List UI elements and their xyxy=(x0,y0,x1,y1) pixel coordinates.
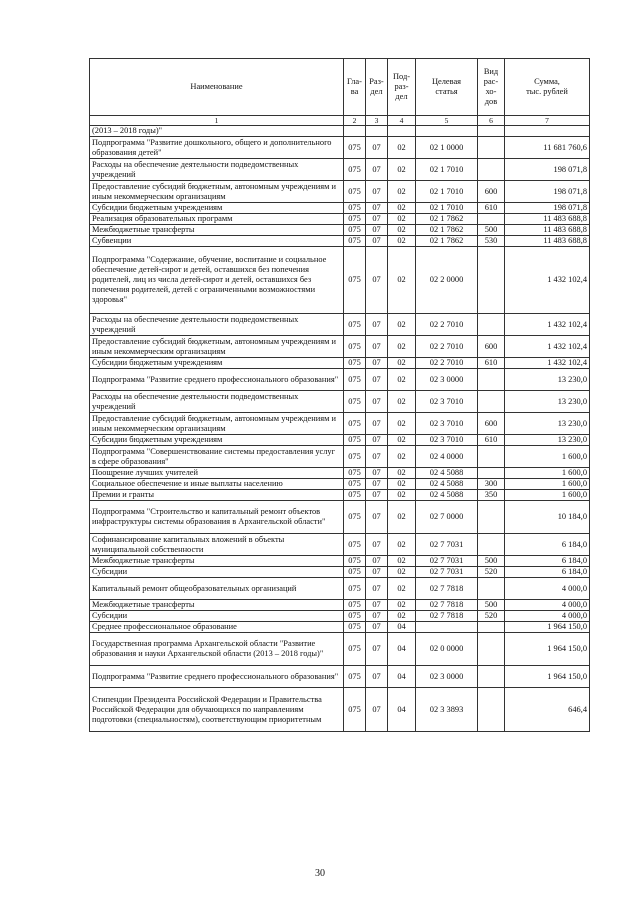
row-podrazdel-cell: 02 xyxy=(388,159,416,181)
row-glava-cell: 075 xyxy=(344,435,366,446)
row-vid-cell: 500 xyxy=(478,600,505,611)
row-podrazdel-cell: 04 xyxy=(388,666,416,688)
row-glava-cell: 075 xyxy=(344,369,366,391)
row-article-cell: 02 4 5088 xyxy=(416,468,478,479)
row-glava-cell: 075 xyxy=(344,534,366,556)
row-name-cell: Капитальный ремонт общеобразовательных организаций xyxy=(90,578,344,600)
row-article-cell: 02 4 5088 xyxy=(416,479,478,490)
row-name-cell: (2013 – 2018 годы)" xyxy=(90,126,344,137)
table-row xyxy=(90,247,590,314)
row-sum-cell: 198 071,8 xyxy=(505,181,590,203)
row-podrazdel-cell: 02 xyxy=(388,600,416,611)
row-vid-cell: 600 xyxy=(478,336,505,358)
row-vid-cell xyxy=(478,126,505,137)
row-podrazdel-cell: 02 xyxy=(388,314,416,336)
row-razdel-cell: 07 xyxy=(366,567,388,578)
row-article-cell: 02 0 0000 xyxy=(416,633,478,666)
table-row xyxy=(90,501,590,534)
row-glava-cell xyxy=(344,126,366,137)
row-podrazdel-cell: 02 xyxy=(388,225,416,236)
row-name-cell: Государственная программа Архангельской области "Развитие образования и науки Архангельской области (2013 – 2018 годы)" xyxy=(90,633,344,666)
row-glava-cell: 075 xyxy=(344,490,366,501)
row-vid-cell xyxy=(478,446,505,468)
row-article-cell: 02 3 0000 xyxy=(416,666,478,688)
row-article-cell: 02 3 7010 xyxy=(416,391,478,413)
row-sum-cell: 198 071,8 xyxy=(505,159,590,181)
row-article-cell: 02 2 0000 xyxy=(416,247,478,314)
row-article-cell: 02 1 7862 xyxy=(416,225,478,236)
row-podrazdel-cell: 02 xyxy=(388,369,416,391)
table-row xyxy=(90,468,590,479)
row-name-cell: Субсидии xyxy=(90,611,344,622)
row-glava-cell: 075 xyxy=(344,236,366,247)
column-number: 5 xyxy=(416,116,478,126)
row-article-cell: 02 1 7010 xyxy=(416,181,478,203)
row-razdel-cell: 07 xyxy=(366,159,388,181)
row-podrazdel-cell: 02 xyxy=(388,435,416,446)
row-glava-cell: 075 xyxy=(344,358,366,369)
row-name-cell: Стипендии Президента Российской Федерации и Правительства Российской Федерации для обучающихся по направлениям подготовки (специальностям), соответствующим приоритетным xyxy=(90,688,344,732)
table-row xyxy=(90,446,590,468)
row-article-cell: 02 3 3893 xyxy=(416,688,478,732)
row-podrazdel-cell: 02 xyxy=(388,336,416,358)
row-name-cell: Межбюджетные трансферты xyxy=(90,556,344,567)
row-name-cell: Субвенции xyxy=(90,236,344,247)
row-podrazdel-cell: 02 xyxy=(388,446,416,468)
table-row xyxy=(90,236,590,247)
row-vid-cell: 530 xyxy=(478,236,505,247)
row-razdel-cell: 07 xyxy=(366,358,388,369)
table-row xyxy=(90,622,590,633)
row-article-cell: 02 4 5088 xyxy=(416,490,478,501)
row-article-cell: 02 7 7818 xyxy=(416,600,478,611)
row-sum-cell: 4 000,0 xyxy=(505,611,590,622)
row-razdel-cell: 07 xyxy=(366,633,388,666)
row-name-cell: Социальное обеспечение и иные выплаты населению xyxy=(90,479,344,490)
row-podrazdel-cell: 02 xyxy=(388,236,416,247)
row-sum-cell: 1 964 150,0 xyxy=(505,633,590,666)
row-glava-cell: 075 xyxy=(344,479,366,490)
row-podrazdel-cell: 02 xyxy=(388,391,416,413)
row-sum-cell: 11 681 760,6 xyxy=(505,137,590,159)
row-name-cell: Подпрограмма "Развитие дошкольного, общего и дополнительного образования детей" xyxy=(90,137,344,159)
table-row xyxy=(90,600,590,611)
row-sum-cell: 11 483 688,8 xyxy=(505,225,590,236)
row-article-cell: 02 1 7010 xyxy=(416,203,478,214)
row-name-cell: Предоставление субсидий бюджетным, автономным учреждениям и иным некоммерческим организациям xyxy=(90,336,344,358)
row-sum-cell: 13 230,0 xyxy=(505,391,590,413)
row-razdel-cell: 07 xyxy=(366,181,388,203)
row-name-cell: Расходы на обеспечение деятельности подведомственных учреждений xyxy=(90,391,344,413)
row-article-cell xyxy=(416,126,478,137)
row-glava-cell: 075 xyxy=(344,181,366,203)
table-row xyxy=(90,666,590,688)
row-article-cell: 02 1 7010 xyxy=(416,159,478,181)
row-razdel-cell: 07 xyxy=(366,600,388,611)
row-name-cell: Подпрограмма "Совершенствование системы предоставления услуг в сфере образования" xyxy=(90,446,344,468)
row-article-cell: 02 1 7862 xyxy=(416,214,478,225)
row-razdel-cell: 07 xyxy=(366,391,388,413)
row-sum-cell: 13 230,0 xyxy=(505,413,590,435)
row-name-cell: Подпрограмма "Развитие среднего профессионального образования" xyxy=(90,666,344,688)
table-body xyxy=(90,126,590,732)
row-article-cell: 02 2 7010 xyxy=(416,336,478,358)
table-row xyxy=(90,203,590,214)
row-name-cell: Субсидии бюджетным учреждениям xyxy=(90,358,344,369)
row-name-cell: Софинансирование капитальных вложений в объекты муниципальной собственности xyxy=(90,534,344,556)
row-glava-cell: 075 xyxy=(344,391,366,413)
table-row xyxy=(90,358,590,369)
row-sum-cell: 1 600,0 xyxy=(505,490,590,501)
row-vid-cell xyxy=(478,501,505,534)
row-article-cell: 02 2 7010 xyxy=(416,314,478,336)
column-number: 1 xyxy=(90,116,344,126)
header-article: Целевая статья xyxy=(416,59,478,116)
row-razdel-cell: 07 xyxy=(366,490,388,501)
row-sum-cell: 1 600,0 xyxy=(505,468,590,479)
table-row xyxy=(90,214,590,225)
table-row xyxy=(90,391,590,413)
table-row xyxy=(90,556,590,567)
row-podrazdel-cell: 02 xyxy=(388,181,416,203)
row-sum-cell: 6 184,0 xyxy=(505,534,590,556)
row-article-cell: 02 7 0000 xyxy=(416,501,478,534)
row-sum-cell: 646,4 xyxy=(505,688,590,732)
row-name-cell: Субсидии xyxy=(90,567,344,578)
row-glava-cell: 075 xyxy=(344,611,366,622)
row-podrazdel-cell: 02 xyxy=(388,534,416,556)
row-vid-cell xyxy=(478,688,505,732)
row-vid-cell xyxy=(478,633,505,666)
row-name-cell: Субсидии бюджетным учреждениям xyxy=(90,203,344,214)
row-vid-cell xyxy=(478,666,505,688)
row-vid-cell xyxy=(478,622,505,633)
row-sum-cell: 10 184,0 xyxy=(505,501,590,534)
row-vid-cell: 610 xyxy=(478,358,505,369)
row-glava-cell: 075 xyxy=(344,247,366,314)
column-number: 2 xyxy=(344,116,366,126)
row-glava-cell: 075 xyxy=(344,633,366,666)
row-glava-cell: 075 xyxy=(344,622,366,633)
row-glava-cell: 075 xyxy=(344,336,366,358)
row-article-cell: 02 3 7010 xyxy=(416,435,478,446)
table-row xyxy=(90,159,590,181)
row-podrazdel-cell: 02 xyxy=(388,413,416,435)
row-vid-cell: 600 xyxy=(478,413,505,435)
row-article-cell: 02 3 0000 xyxy=(416,369,478,391)
row-glava-cell: 075 xyxy=(344,666,366,688)
row-razdel-cell: 07 xyxy=(366,137,388,159)
row-sum-cell: 1 432 102,4 xyxy=(505,336,590,358)
column-number: 6 xyxy=(478,116,505,126)
row-article-cell: 02 7 7031 xyxy=(416,534,478,556)
table-row xyxy=(90,435,590,446)
header-podrazdel: Под- раз- дел xyxy=(388,59,416,116)
row-article-cell: 02 7 7818 xyxy=(416,611,478,622)
table-row xyxy=(90,611,590,622)
row-razdel-cell: 07 xyxy=(366,534,388,556)
row-vid-cell xyxy=(478,159,505,181)
row-name-cell: Предоставление субсидий бюджетным, автономным учреждениям и иным некоммерческим организациям xyxy=(90,181,344,203)
row-razdel-cell: 07 xyxy=(366,236,388,247)
row-razdel-cell: 07 xyxy=(366,214,388,225)
table-row xyxy=(90,336,590,358)
row-glava-cell: 075 xyxy=(344,501,366,534)
row-vid-cell: 520 xyxy=(478,567,505,578)
row-razdel-cell: 07 xyxy=(366,247,388,314)
row-vid-cell xyxy=(478,214,505,225)
row-glava-cell: 075 xyxy=(344,446,366,468)
table-row xyxy=(90,479,590,490)
row-name-cell: Расходы на обеспечение деятельности подведомственных учреждений xyxy=(90,314,344,336)
row-podrazdel-cell: 02 xyxy=(388,203,416,214)
table-row xyxy=(90,225,590,236)
row-sum-cell: 1 600,0 xyxy=(505,446,590,468)
table-row xyxy=(90,534,590,556)
row-sum-cell: 13 230,0 xyxy=(505,435,590,446)
header-vid: Вид рас- хо- дов xyxy=(478,59,505,116)
row-article-cell: 02 4 0000 xyxy=(416,446,478,468)
row-sum-cell: 11 483 688,8 xyxy=(505,214,590,225)
row-name-cell: Премии и гранты xyxy=(90,490,344,501)
row-sum-cell: 4 000,0 xyxy=(505,578,590,600)
row-vid-cell xyxy=(478,534,505,556)
row-glava-cell: 075 xyxy=(344,578,366,600)
row-podrazdel-cell: 04 xyxy=(388,688,416,732)
row-vid-cell xyxy=(478,314,505,336)
row-podrazdel-cell: 02 xyxy=(388,490,416,501)
row-sum-cell: 4 000,0 xyxy=(505,600,590,611)
row-vid-cell xyxy=(478,137,505,159)
header-razdel: Раз- дел xyxy=(366,59,388,116)
row-sum-cell: 1 432 102,4 xyxy=(505,314,590,336)
row-glava-cell: 075 xyxy=(344,468,366,479)
row-name-cell: Реализация образовательных программ xyxy=(90,214,344,225)
row-name-cell: Подпрограмма "Строительство и капитальный ремонт объектов инфраструктуры системы образования в Архангельской области" xyxy=(90,501,344,534)
table-row xyxy=(90,137,590,159)
row-name-cell: Субсидии бюджетным учреждениям xyxy=(90,435,344,446)
row-vid-cell: 500 xyxy=(478,225,505,236)
row-vid-cell: 610 xyxy=(478,435,505,446)
row-glava-cell: 075 xyxy=(344,556,366,567)
row-vid-cell: 520 xyxy=(478,611,505,622)
row-razdel-cell xyxy=(366,126,388,137)
row-vid-cell xyxy=(478,578,505,600)
row-glava-cell: 075 xyxy=(344,214,366,225)
row-razdel-cell: 07 xyxy=(366,688,388,732)
row-podrazdel-cell: 02 xyxy=(388,214,416,225)
row-glava-cell: 075 xyxy=(344,567,366,578)
table-row xyxy=(90,688,590,732)
header-sum: Сумма, тыс. рублей xyxy=(505,59,590,116)
row-razdel-cell: 07 xyxy=(366,369,388,391)
row-sum-cell: 1 964 150,0 xyxy=(505,666,590,688)
row-glava-cell: 075 xyxy=(344,225,366,236)
row-razdel-cell: 07 xyxy=(366,314,388,336)
row-glava-cell: 075 xyxy=(344,600,366,611)
row-name-cell: Среднее профессиональное образование xyxy=(90,622,344,633)
row-vid-cell xyxy=(478,247,505,314)
row-razdel-cell: 07 xyxy=(366,556,388,567)
row-podrazdel-cell: 02 xyxy=(388,137,416,159)
row-razdel-cell: 07 xyxy=(366,611,388,622)
row-sum-cell: 1 600,0 xyxy=(505,479,590,490)
row-glava-cell: 075 xyxy=(344,137,366,159)
budget-table xyxy=(89,58,590,732)
header-glava: Гла- ва xyxy=(344,59,366,116)
row-sum-cell: 1 432 102,4 xyxy=(505,358,590,369)
row-glava-cell: 075 xyxy=(344,314,366,336)
row-podrazdel-cell: 02 xyxy=(388,578,416,600)
row-article-cell: 02 7 7818 xyxy=(416,578,478,600)
table-header-row xyxy=(90,59,590,116)
row-article-cell: 02 1 0000 xyxy=(416,137,478,159)
row-vid-cell xyxy=(478,468,505,479)
row-podrazdel-cell: 02 xyxy=(388,611,416,622)
header-name: Наименование xyxy=(90,59,344,116)
column-number: 4 xyxy=(388,116,416,126)
column-number: 7 xyxy=(505,116,590,126)
row-sum-cell: 1 432 102,4 xyxy=(505,247,590,314)
row-vid-cell: 610 xyxy=(478,203,505,214)
row-podrazdel-cell: 04 xyxy=(388,633,416,666)
row-name-cell: Межбюджетные трансферты xyxy=(90,600,344,611)
page-number: 30 xyxy=(315,868,325,879)
row-article-cell xyxy=(416,622,478,633)
row-razdel-cell: 07 xyxy=(366,336,388,358)
column-number: 3 xyxy=(366,116,388,126)
row-vid-cell: 600 xyxy=(478,181,505,203)
row-name-cell: Подпрограмма "Содержание, обучение, воспитание и социальное обеспечение детей-сирот и детей, оставшихся без попечения родителей, лиц из числа детей-сирот и детей, оставшихся без попечения родителей, детей с ограниченными возможностями здоровья" xyxy=(90,247,344,314)
table-row xyxy=(90,181,590,203)
row-article-cell: 02 3 7010 xyxy=(416,413,478,435)
table-row xyxy=(90,490,590,501)
row-razdel-cell: 07 xyxy=(366,435,388,446)
row-podrazdel-cell: 02 xyxy=(388,556,416,567)
row-article-cell: 02 1 7862 xyxy=(416,236,478,247)
row-razdel-cell: 07 xyxy=(366,203,388,214)
column-number-row xyxy=(90,116,590,126)
row-podrazdel-cell: 02 xyxy=(388,479,416,490)
table-row xyxy=(90,314,590,336)
row-article-cell: 02 2 7010 xyxy=(416,358,478,369)
row-sum-cell xyxy=(505,126,590,137)
row-vid-cell: 500 xyxy=(478,556,505,567)
row-podrazdel-cell: 02 xyxy=(388,358,416,369)
row-sum-cell: 1 964 150,0 xyxy=(505,622,590,633)
row-name-cell: Предоставление субсидий бюджетным, автономным учреждениям и иным некоммерческим организациям xyxy=(90,413,344,435)
table-row xyxy=(90,567,590,578)
row-podrazdel-cell: 02 xyxy=(388,247,416,314)
row-razdel-cell: 07 xyxy=(366,413,388,435)
row-sum-cell: 6 184,0 xyxy=(505,556,590,567)
row-podrazdel-cell: 02 xyxy=(388,501,416,534)
row-glava-cell: 075 xyxy=(344,413,366,435)
table-row xyxy=(90,578,590,600)
row-razdel-cell: 07 xyxy=(366,468,388,479)
table-row xyxy=(90,126,590,137)
row-sum-cell: 13 230,0 xyxy=(505,369,590,391)
row-razdel-cell: 07 xyxy=(366,622,388,633)
row-glava-cell: 075 xyxy=(344,159,366,181)
row-name-cell: Расходы на обеспечение деятельности подведомственных учреждений xyxy=(90,159,344,181)
row-razdel-cell: 07 xyxy=(366,479,388,490)
row-razdel-cell: 07 xyxy=(366,225,388,236)
row-razdel-cell: 07 xyxy=(366,666,388,688)
row-razdel-cell: 07 xyxy=(366,501,388,534)
row-podrazdel-cell: 02 xyxy=(388,468,416,479)
row-podrazdel-cell xyxy=(388,126,416,137)
row-article-cell: 02 7 7031 xyxy=(416,567,478,578)
row-podrazdel-cell: 02 xyxy=(388,567,416,578)
row-sum-cell: 11 483 688,8 xyxy=(505,236,590,247)
row-name-cell: Межбюджетные трансферты xyxy=(90,225,344,236)
row-glava-cell: 075 xyxy=(344,203,366,214)
row-vid-cell: 350 xyxy=(478,490,505,501)
row-name-cell: Подпрограмма "Развитие среднего профессионального образования" xyxy=(90,369,344,391)
row-glava-cell: 075 xyxy=(344,688,366,732)
row-sum-cell: 198 071,8 xyxy=(505,203,590,214)
row-name-cell: Поощрение лучших учителей xyxy=(90,468,344,479)
row-razdel-cell: 07 xyxy=(366,578,388,600)
row-sum-cell: 6 184,0 xyxy=(505,567,590,578)
row-vid-cell xyxy=(478,369,505,391)
row-article-cell: 02 7 7031 xyxy=(416,556,478,567)
row-razdel-cell: 07 xyxy=(366,446,388,468)
row-vid-cell: 300 xyxy=(478,479,505,490)
row-podrazdel-cell: 04 xyxy=(388,622,416,633)
row-vid-cell xyxy=(478,391,505,413)
table-row xyxy=(90,633,590,666)
table-row xyxy=(90,369,590,391)
table-row xyxy=(90,413,590,435)
